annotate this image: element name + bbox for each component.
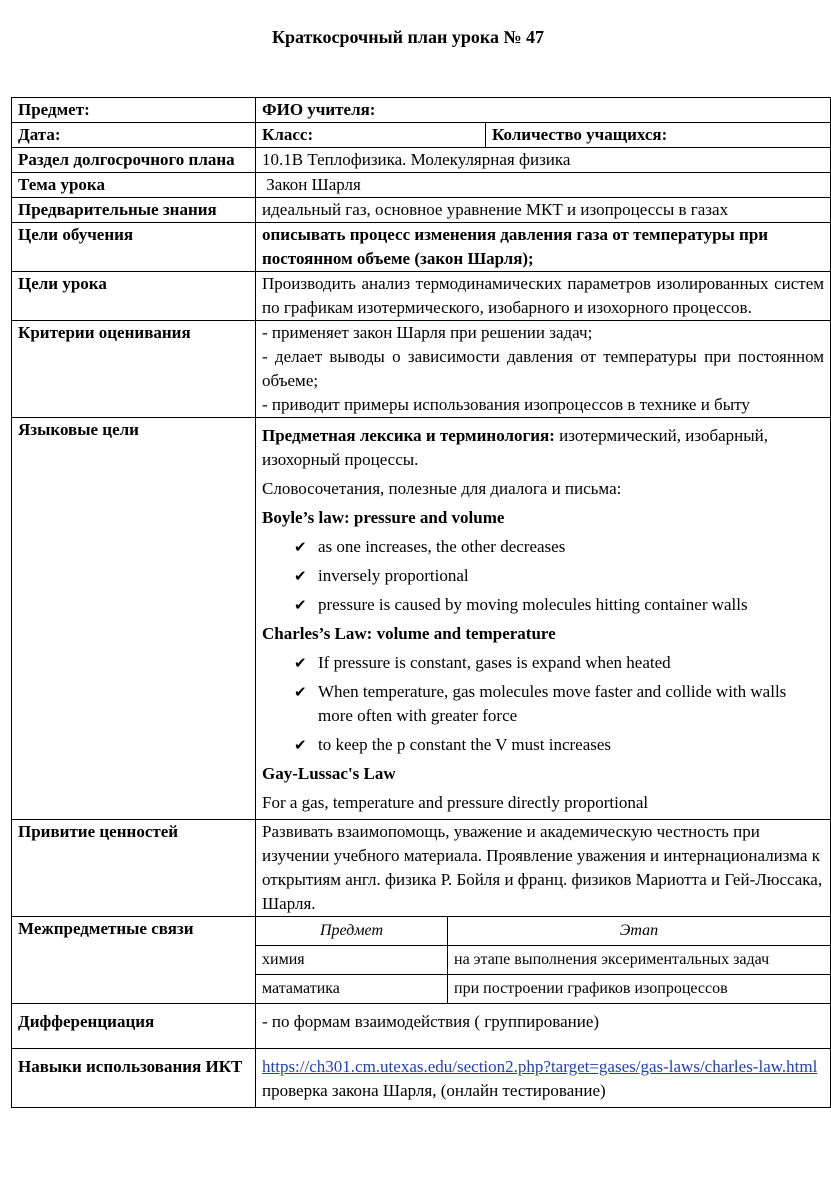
phrases-text: Словосочетания, полезные для диалога и письма: (262, 479, 622, 498)
ict-text: проверка закона Шарля, (онлайн тестирование) (262, 1057, 826, 1100)
section-value: 10.1В Теплофизика. Молекулярная физика (256, 148, 831, 173)
teacher-label: ФИО учителя: (256, 98, 831, 123)
topic-value: Закон Шарля (256, 173, 831, 198)
check-icon: ✔ (294, 736, 307, 754)
list-item: ✔ to keep the p constant the V must increases (294, 733, 824, 757)
differentiation-value: - по формам взаимодействия ( группирование) (256, 1004, 831, 1049)
criteria-item: - делает выводы о зависимости давления от температуры при постоянном объеме; (262, 347, 824, 390)
criteria-item: - приводит примеры использования изопроцессов в технике и быту (262, 395, 750, 414)
cross-subject-cell: матаматика (256, 975, 448, 1004)
values-label: Привитие ценностей (12, 820, 256, 917)
subject-label: Предмет: (12, 98, 256, 123)
charles-heading: Charles’s Law: volume and temperature (262, 624, 556, 643)
lesson-goals-value: Производить анализ термодинамических параметров изолированных систем по графикам изотермического, изобарного и изохорного процессов. (256, 272, 831, 321)
date-label: Дата: (12, 123, 256, 148)
gay-lussac-heading: Gay-Lussac's Law (262, 764, 396, 783)
prior-knowledge-value: идеальный газ, основное уравнение МКТ и изопроцессы в газах (256, 198, 831, 223)
list-item: ✔ inversely proportional (294, 564, 824, 588)
row-section (12, 148, 831, 173)
class-label: Класс: (256, 123, 486, 148)
cross-subject-label: Межпредметные связи (12, 917, 256, 1004)
gay-lussac-text: For a gas, temperature and pressure directly proportional (262, 793, 649, 812)
check-icon: ✔ (294, 567, 307, 585)
language-goals-content (256, 418, 831, 820)
list-item: ✔ If pressure is constant, gases is expand when heated (294, 651, 824, 675)
cross-col-stage: Этап (448, 917, 831, 946)
values-value: Развивать взаимопомощь, уважение и академическую честность при изучении учебного материала. Проявление уважения и интернационализма к открытиям англ. физика Р. Бойля и франц. физиков Мариотта и Гей-Люссака, Шарля. (256, 820, 831, 917)
topic-label: Тема урока (12, 173, 256, 198)
check-icon: ✔ (294, 683, 307, 701)
document-title: Краткосрочный план урока № 47 (271, 27, 545, 47)
vocab-paragraph (262, 424, 824, 472)
row-cross-subject (12, 917, 831, 1004)
cross-subject-cell: химия (256, 946, 448, 975)
vocab-heading: Предметная лексика и терминология: (262, 426, 555, 445)
list-item: ✔ pressure is caused by moving molecules hitting container walls (294, 593, 824, 617)
row-language (12, 418, 831, 820)
lesson-plan-table (11, 97, 831, 1108)
check-icon: ✔ (294, 538, 307, 556)
criteria-list (256, 321, 831, 418)
learning-goals-value: описывать процесс изменения давления газа от температуры при постоянном объеме (закон Шарля); (256, 223, 831, 272)
row-lesson-goals (12, 272, 831, 321)
boyle-list (262, 535, 824, 617)
table-row (256, 946, 830, 975)
row-differentiation (12, 1004, 831, 1049)
vocab-text: изотермический, изобарный, изохорный процессы. (262, 426, 769, 469)
table-row (256, 975, 830, 1004)
cross-subject-cell (256, 917, 831, 1004)
ict-label: Навыки использования ИКТ (12, 1049, 256, 1108)
cross-stage-cell: на этапе выполнения эксериментальных задач (448, 946, 831, 975)
check-icon: ✔ (294, 596, 307, 614)
row-ict (12, 1049, 831, 1108)
language-goals-label: Языковые цели (12, 418, 256, 820)
criteria-item: - применяет закон Шарля при решении задач; (262, 323, 593, 342)
charles-list (262, 651, 824, 757)
row-criteria (12, 321, 831, 418)
cross-subject-table (256, 917, 830, 1003)
row-topic (12, 173, 831, 198)
cross-stage-cell: при построении графиков изопроцессов (448, 975, 831, 1004)
row-values (12, 820, 831, 917)
row-date (12, 123, 831, 148)
list-item: ✔ as one increases, the other decreases (294, 535, 824, 559)
ict-value (256, 1049, 831, 1108)
lesson-goals-label: Цели урока (12, 272, 256, 321)
cross-col-subject: Предмет (256, 917, 448, 946)
learning-goals-label: Цели обучения (12, 223, 256, 272)
list-item: ✔ When temperature, gas molecules move faster and collide with walls more often with greater force (294, 682, 787, 725)
row-subject (12, 98, 831, 123)
students-label: Количество учащихся: (486, 123, 831, 148)
ict-link[interactable]: https://ch301.cm.utexas.edu/section2.php?target=gases/gas-laws/charles-law.html (262, 1057, 818, 1076)
row-learning-goals (12, 223, 831, 272)
prior-knowledge-label: Предварительные знания (12, 198, 256, 223)
section-label: Раздел долгосрочного плана (12, 148, 256, 173)
check-icon: ✔ (294, 654, 307, 672)
row-prior (12, 198, 831, 223)
differentiation-label: Дифференциация (12, 1004, 256, 1049)
criteria-label: Критерии оценивания (12, 321, 256, 418)
boyle-heading: Boyle’s law: pressure and volume (262, 508, 505, 527)
